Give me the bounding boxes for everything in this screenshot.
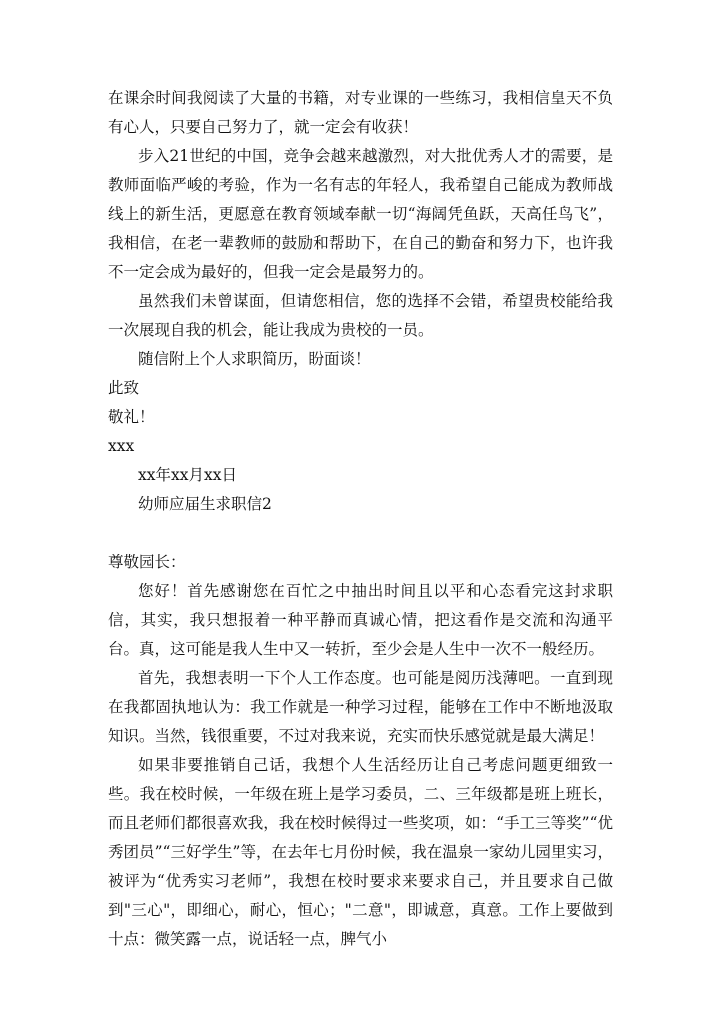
- paragraph-work-attitude: 首先，我想表明一下个人工作态度。也可能是阅历浅薄吧。一直到现在我都固执地认为：我工作就是一种学习过程，能够在工作中不断地汲取知识。当然，钱很重要，不过对我来说，充实而快乐感觉就是最大满足！: [108, 669, 613, 745]
- paragraph-trust: 虽然我们未曾谋面，但请您相信，您的选择不会错，希望贵校能给我一次展现自我的机会，能让我成为贵校的一员。: [108, 292, 613, 339]
- paragraph-attachment: 随信附上个人求职简历，盼面谈！: [138, 350, 371, 368]
- paragraph-greeting: 您好！首先感谢您在百忙之中抽出时间且以平和心态看完这封求职信，其实，我只想报着一种平静而真诚心情，把这看作是交流和沟通平台。真，这可能是我人生中又一转折，至少会是人生中一次不一般经历。: [108, 582, 613, 658]
- paragraph-experience: 如果非要推销自己话，我想个人生活经历让自己考虑问题更细致一些。我在校时候，一年级在班上是学习委员，二、三年级都是班上班长，而且老师们都很喜欢我，我在校时候得过一些奖项，如：“手工三等奖”“优秀团员”“三好学生”等，在去年七月份时候，我在温泉一家幼儿园里实习，被评为“优秀实习老师”，我想在校时要求来要求自己，并且要求自己做到"三心"，即细心，耐心，恒心；"二意"，即诚意，真意。工作上要做到十点：微笑露一点，说话轻一点，脾气小: [108, 756, 613, 948]
- letter-date: xx年xx月xx日: [138, 466, 237, 484]
- blank-line: [108, 519, 613, 548]
- paragraph-21st-century: 步入21世纪的中国，竞争会越来越激烈，对大批优秀人才的需要，是教师面临严峻的考验，作为一名有志的年轻人，我希望自己能成为教师战线上的新生活，更愿意在教育领域奉献一切“海阔凭鱼跃，天高任鸟飞”，我相信，在老一辈教师的鼓励和帮助下，在自己的勤奋和努力下，也许我不一定会成为最好的，但我一定会是最努力的。: [108, 147, 613, 281]
- signature: xxx: [108, 437, 135, 455]
- paragraph-continued: 在课余时间我阅读了大量的书籍，对专业课的一些练习，我相信皇天不负有心人，只要自己努力了，就一定会有收获！: [108, 89, 613, 136]
- closing-line-2: 敬礼！: [108, 408, 155, 426]
- closing-line-1: 此致: [108, 379, 140, 397]
- section-title: 幼师应届生求职信2: [138, 495, 272, 513]
- salutation: 尊敬园长：: [108, 553, 186, 571]
- document-page: [108, 84, 613, 954]
